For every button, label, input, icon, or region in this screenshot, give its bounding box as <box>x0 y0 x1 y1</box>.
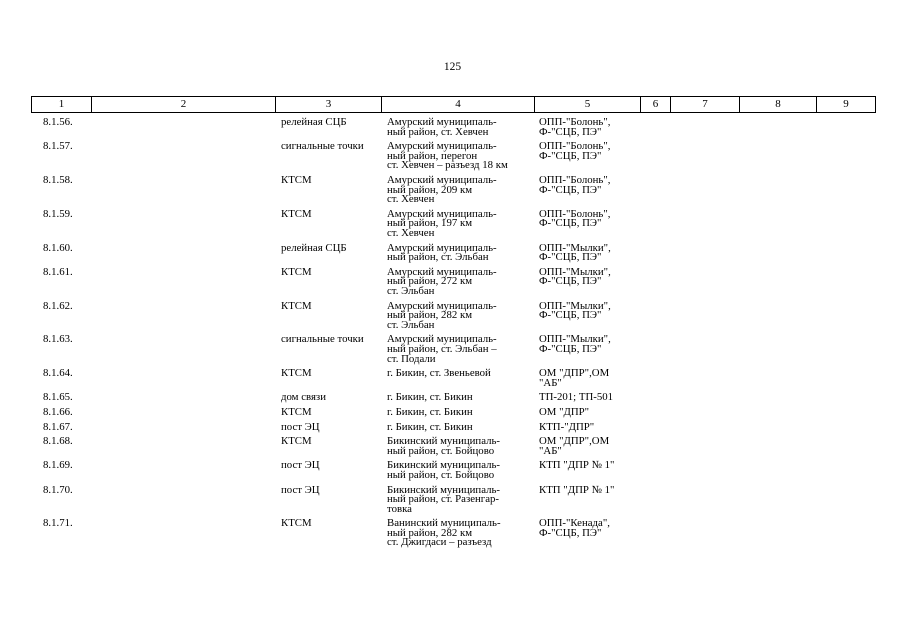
column-header-7: 7 <box>671 97 740 112</box>
power-source <box>539 405 590 418</box>
row-number: 8.1.71. <box>43 517 73 530</box>
table-header-row <box>31 96 876 113</box>
location-line: г. Бикин, ст. Бикин <box>387 420 473 433</box>
location-line: ный район, ст. Бойцово <box>387 468 495 481</box>
row-number: 8.1.68. <box>43 435 73 448</box>
power-source <box>539 420 595 433</box>
object-name: КТСМ <box>281 405 312 418</box>
column-header-8: 8 <box>740 97 817 112</box>
power-source <box>539 241 611 264</box>
power-line: Ф-"СЦБ, ПЭ" <box>539 149 602 162</box>
power-line: ОМ "ДПР" <box>539 405 590 418</box>
object-name: релейная СЦБ <box>281 241 347 254</box>
location-line: ст. Подали <box>387 352 436 365</box>
power-line: ОМ "ДПР",ОМ <box>539 435 610 448</box>
location-line: ст. Эльбан <box>387 284 435 297</box>
power-line: ТП-201; ТП-501 <box>539 391 614 404</box>
object-location <box>387 393 473 403</box>
row-number: 8.1.63. <box>43 333 73 346</box>
object-name: релейная СЦБ <box>281 116 347 128</box>
power-source <box>539 483 615 496</box>
row-number: 8.1.66. <box>43 405 73 418</box>
table-row <box>0 369 905 393</box>
table-row <box>0 142 905 176</box>
power-source <box>539 265 611 288</box>
object-location <box>387 265 497 297</box>
object-name: КТСМ <box>281 207 312 220</box>
object-name: КТСМ <box>281 173 312 186</box>
power-line: ОПП-"Мылки", <box>539 333 611 346</box>
object-location <box>387 335 497 364</box>
location-line: ст. Хевчен – разъезд 18 км <box>387 159 508 172</box>
power-source <box>539 335 611 354</box>
column-header-4: 4 <box>382 97 535 112</box>
object-location <box>387 207 497 239</box>
location-line: Амурский муниципаль- <box>387 333 497 346</box>
location-line: ный район, перегон <box>387 149 478 162</box>
table-row <box>0 173 905 210</box>
location-line: ный район, 197 км <box>387 217 473 230</box>
power-source <box>539 369 609 388</box>
page-number: 125 <box>443 61 462 73</box>
column-header-2: 2 <box>92 97 276 112</box>
location-line: ный район, 209 км <box>387 183 473 196</box>
table-row <box>0 461 905 485</box>
column-header-5: 5 <box>535 97 641 112</box>
power-line: Ф-"СЦБ, ПЭ" <box>539 217 602 230</box>
object-location <box>387 420 473 433</box>
location-line: Амурский муниципаль- <box>387 116 497 128</box>
location-line: Бикинский муниципаль- <box>387 459 500 472</box>
object-location <box>387 241 497 264</box>
object-name: КТСМ <box>281 367 312 380</box>
location-line: Амурский муниципаль- <box>387 241 497 254</box>
row-number: 8.1.58. <box>43 173 73 186</box>
object-name: КТСМ <box>281 517 312 530</box>
power-source <box>539 118 610 137</box>
row-number: 8.1.56. <box>43 116 73 128</box>
column-header-1: 1 <box>32 97 92 112</box>
location-line: г. Бикин, ст. Бикин <box>387 391 473 404</box>
column-header-3: 3 <box>276 97 382 112</box>
row-number: 8.1.70. <box>43 483 73 496</box>
object-location <box>387 461 500 480</box>
power-source <box>539 437 609 456</box>
row-number: 8.1.64. <box>43 367 73 380</box>
location-line: ный район, ст. Разенгар- <box>387 493 499 506</box>
location-line: ст. Джигдаси – разъезд <box>387 536 492 549</box>
row-number: 8.1.67. <box>43 420 73 433</box>
power-line: Ф-"СЦБ, ПЭ" <box>539 275 602 288</box>
power-line: ОПП-"Мылки", <box>539 299 611 312</box>
location-line: г. Бикин, ст. Бикин <box>387 405 473 418</box>
table-row <box>0 437 905 461</box>
location-line: ный район, 272 км <box>387 275 473 288</box>
power-line: "АБ" <box>539 444 562 457</box>
power-line: ОПП-"Болонь", <box>539 173 611 186</box>
location-line: г. Бикин, ст. Звеньевой <box>387 367 491 380</box>
power-source <box>539 461 614 471</box>
object-name: пост ЭЦ <box>281 483 320 496</box>
table-row <box>0 299 905 336</box>
power-source <box>539 519 610 538</box>
table-row <box>0 519 905 553</box>
power-line: ОПП-"Кенада", <box>539 517 610 530</box>
power-line: ОПП-"Мылки", <box>539 241 611 254</box>
power-source <box>539 393 613 403</box>
power-line: КТП-"ДПР" <box>539 420 595 433</box>
object-name: сигнальные точки <box>281 333 364 346</box>
table-body <box>0 118 905 553</box>
power-line: ОПП-"Болонь", <box>539 140 611 153</box>
location-line: ный район, ст. Хевчен <box>387 125 489 138</box>
object-name: дом связи <box>281 391 326 404</box>
object-location <box>387 483 500 515</box>
object-location <box>387 437 500 456</box>
location-line: Бикинский муниципаль- <box>387 435 500 448</box>
object-name: КТСМ <box>281 435 312 448</box>
object-name: КТСМ <box>281 299 312 312</box>
row-number: 8.1.57. <box>43 140 73 153</box>
power-line: Ф-"СЦБ, ПЭ" <box>539 309 602 322</box>
object-name: сигнальные точки <box>281 140 364 153</box>
power-source <box>539 142 610 161</box>
row-number: 8.1.65. <box>43 391 73 404</box>
object-location <box>387 519 501 548</box>
column-header-9: 9 <box>843 98 849 110</box>
location-line: Амурский муниципаль- <box>387 207 497 220</box>
object-name: пост ЭЦ <box>281 459 320 472</box>
location-line: ст. Эльбан <box>387 318 435 331</box>
power-line: ОПП-"Болонь", <box>539 116 611 128</box>
object-location <box>387 299 497 331</box>
row-number: 8.1.61. <box>43 265 73 278</box>
object-location <box>387 118 497 137</box>
power-source <box>539 299 611 322</box>
row-number: 8.1.69. <box>43 459 73 472</box>
location-line: ст. Хевчен <box>387 193 435 206</box>
object-location <box>387 369 491 379</box>
row-number: 8.1.62. <box>43 299 73 312</box>
location-line: ст. Хевчен <box>387 226 435 239</box>
power-source <box>539 207 611 230</box>
location-line: ный район, 282 км <box>387 309 473 322</box>
row-number: 8.1.60. <box>43 241 73 254</box>
object-location <box>387 405 473 418</box>
power-line: Ф-"СЦБ, ПЭ" <box>539 183 602 196</box>
location-line: ный район, ст. Бойцово <box>387 444 495 457</box>
row-number: 8.1.59. <box>43 207 73 220</box>
power-source <box>539 173 611 196</box>
location-line: Амурский муниципаль- <box>387 140 497 153</box>
object-name: КТСМ <box>281 265 312 278</box>
table-row <box>0 207 905 244</box>
table-row <box>0 265 905 302</box>
table-row <box>0 483 905 520</box>
object-location <box>387 173 497 206</box>
power-line: КТП "ДПР № 1" <box>539 459 615 472</box>
power-line: Ф-"СЦБ, ПЭ" <box>539 342 602 355</box>
object-location <box>387 142 508 171</box>
location-line: ный район, ст. Эльбан – <box>387 342 497 355</box>
power-line: "АБ" <box>539 376 562 389</box>
location-line: Бикинский муниципаль- <box>387 483 500 496</box>
power-line: ОПП-"Болонь", <box>539 207 611 220</box>
table-row <box>0 335 905 369</box>
power-line: ОМ "ДПР",ОМ <box>539 367 610 380</box>
location-line: Амурский муниципаль- <box>387 265 497 278</box>
power-line: Ф-"СЦБ, ПЭ" <box>539 526 602 539</box>
power-line: КТП "ДПР № 1" <box>539 483 615 496</box>
object-name: пост ЭЦ <box>281 420 320 433</box>
location-line: Амурский муниципаль- <box>387 173 497 186</box>
location-line: Ванинский муниципаль- <box>387 517 501 530</box>
table-row <box>0 118 905 142</box>
column-header-6: 6 <box>641 97 671 112</box>
location-line: Амурский муниципаль- <box>387 299 497 312</box>
power-line: Ф-"СЦБ, ПЭ" <box>539 251 602 264</box>
table-row <box>0 241 905 268</box>
location-line: ный район, ст. Эльбан <box>387 251 489 264</box>
power-line: ОПП-"Мылки", <box>539 265 611 278</box>
power-line: Ф-"СЦБ, ПЭ" <box>539 125 602 138</box>
location-line: товка <box>387 502 412 515</box>
location-line: ный район, 282 км <box>387 526 473 539</box>
